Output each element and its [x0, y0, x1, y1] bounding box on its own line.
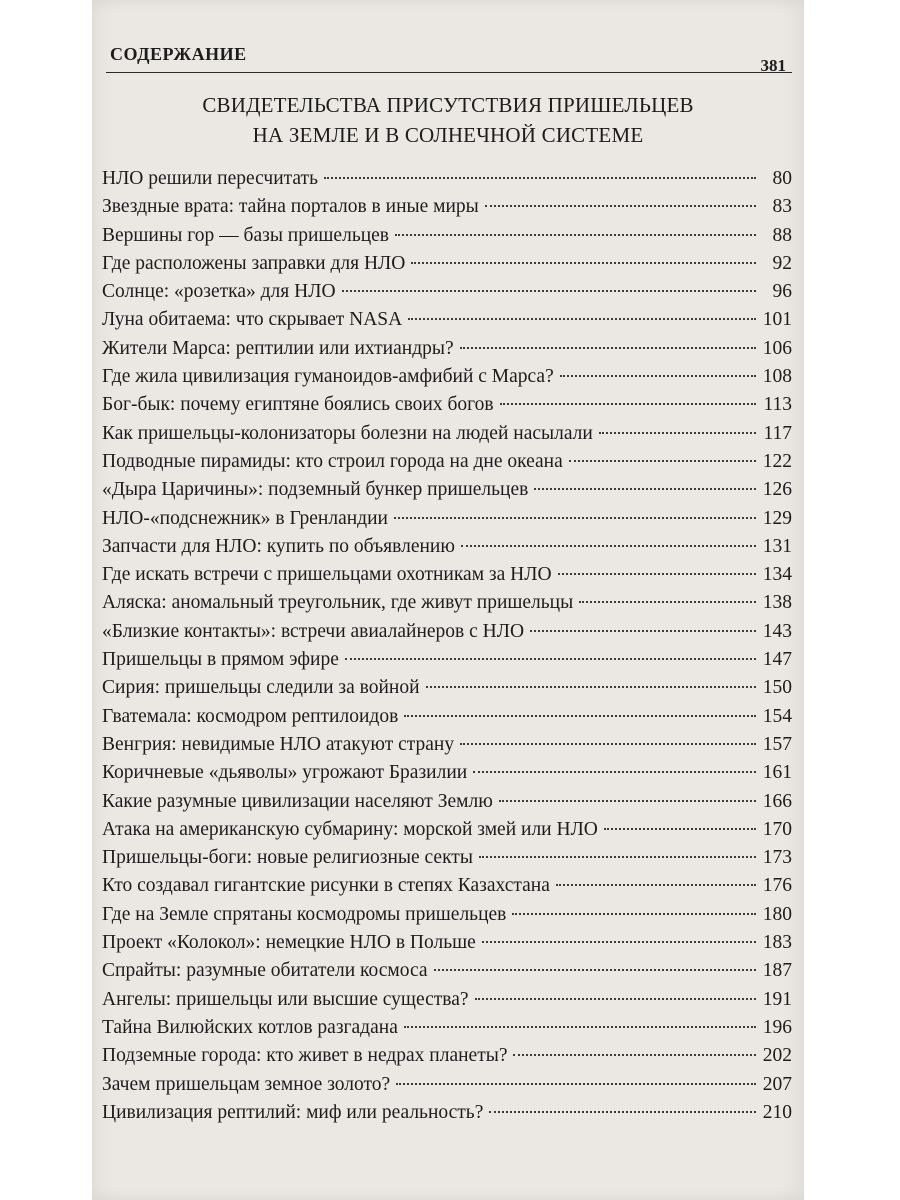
dot-leader	[560, 375, 756, 377]
toc-entry-page: 173	[762, 847, 792, 869]
toc-entry	[102, 872, 792, 900]
toc-entry	[102, 788, 792, 816]
chapter-title-line-1: СВИДЕТЕЛЬСТВА ПРИСУТСТВИЯ ПРИШЕЛЬЦЕВ	[202, 93, 694, 117]
toc-entry	[102, 703, 792, 731]
chapter-title	[92, 90, 804, 150]
toc-entry-title: Проект «Колокол»: немецкие НЛО в Польше	[102, 932, 476, 954]
toc-entry	[102, 1014, 792, 1042]
toc-entry-title: Сирия: пришельцы следили за войной	[102, 677, 420, 699]
toc-entry-title: Звездные врата: тайна порталов в иные миры	[102, 196, 479, 218]
toc-entry	[102, 165, 792, 193]
toc-entry-title: НЛО-«подснежник» в Гренландии	[102, 507, 388, 529]
dot-leader	[475, 998, 756, 1000]
toc-entry-title: Бог-бык: почему египтяне боялись своих богов	[102, 394, 494, 416]
toc-entry-page: 180	[762, 903, 792, 925]
toc-entry-page: 176	[762, 875, 792, 897]
toc-entry-page: 170	[762, 818, 792, 840]
dot-leader	[345, 658, 756, 660]
toc-entry	[102, 957, 792, 985]
toc-entry	[102, 278, 792, 306]
dot-leader	[482, 941, 756, 943]
dot-leader	[460, 347, 756, 349]
toc-entry-title: Зачем пришельцам земное золото?	[102, 1073, 391, 1095]
dot-leader	[473, 771, 756, 773]
toc-entry-page: 88	[772, 224, 792, 246]
dot-leader	[599, 432, 756, 434]
toc-entry-title: Солнце: «розетка» для НЛО	[102, 281, 336, 303]
toc-entry	[102, 646, 792, 674]
dot-leader	[500, 403, 756, 405]
toc-entry-title: Гватемала: космодром рептилоидов	[102, 705, 399, 727]
dot-leader	[408, 318, 756, 320]
toc-entry	[102, 759, 792, 787]
dot-leader	[395, 234, 756, 236]
toc-entry-title: Жители Марса: рептилии или ихтиандры?	[102, 337, 454, 359]
toc-entry-page: 161	[762, 762, 792, 784]
page-number: 381	[760, 56, 786, 75]
dot-leader	[569, 460, 756, 462]
toc-entry-page: 106	[762, 337, 792, 359]
dot-leader	[324, 177, 756, 179]
toc-entry	[102, 929, 792, 957]
toc-entry	[102, 589, 792, 617]
dot-leader	[534, 488, 756, 490]
toc-entry-page: 150	[762, 677, 792, 699]
toc-entry-title: Пришельцы в прямом эфире	[102, 649, 339, 671]
toc-entry-title: Вершины гор — базы пришельцев	[102, 224, 390, 246]
toc-entry-page: 202	[762, 1045, 792, 1067]
toc-entry-page: 83	[772, 196, 792, 218]
toc-entry	[102, 986, 792, 1014]
toc-entry	[102, 476, 792, 504]
toc-entry	[102, 505, 792, 533]
toc-entry-page: 191	[762, 988, 792, 1010]
dot-leader	[556, 884, 756, 886]
toc-entry-page: 101	[762, 309, 792, 331]
toc-entry-page: 122	[762, 450, 792, 472]
toc-entry	[102, 222, 792, 250]
dot-leader	[460, 743, 756, 745]
toc-entry	[102, 306, 792, 334]
toc-entry	[102, 816, 792, 844]
toc-entry-page: 108	[762, 366, 792, 388]
toc-entry	[102, 1042, 792, 1070]
dot-leader	[396, 1083, 756, 1085]
toc-entry-page: 143	[762, 620, 792, 642]
dot-leader	[479, 856, 756, 858]
toc-entry-title: Где расположены заправки для НЛО	[102, 252, 406, 274]
toc-entry	[102, 901, 792, 929]
toc-entry	[102, 674, 792, 702]
toc-entry	[102, 420, 792, 448]
toc-entry-title: Пришельцы-боги: новые религиозные секты	[102, 847, 473, 869]
dot-leader	[342, 290, 756, 292]
dot-leader	[461, 545, 756, 547]
toc-entry-title: Аляска: аномальный треугольник, где живут пришельцы	[102, 592, 574, 614]
toc-entry-title: Ангелы: пришельцы или высшие существа?	[102, 988, 469, 1010]
toc-entry-title: «Близкие контакты»: встречи авиалайнеров с НЛО	[102, 620, 525, 642]
dot-leader	[411, 262, 756, 264]
dot-leader	[394, 517, 756, 519]
toc-entry	[102, 533, 792, 561]
dot-leader	[579, 601, 756, 603]
toc-entry-page: 134	[762, 564, 792, 586]
toc-entry	[102, 448, 792, 476]
toc-entry-page: 80	[772, 168, 792, 189]
table-of-contents	[102, 165, 792, 1127]
toc-entry-page: 129	[762, 507, 792, 529]
toc-entry	[102, 250, 792, 278]
toc-entry-title: Подводные пирамиды: кто строил города на дне океана	[102, 450, 563, 472]
toc-entry-page: 207	[762, 1073, 792, 1095]
toc-entry	[102, 363, 792, 391]
dot-leader	[513, 1054, 756, 1056]
toc-entry	[102, 1099, 792, 1127]
toc-entry-title: Кто создавал гигантские рисунки в степях Казахстана	[102, 875, 550, 897]
toc-entry-page: 187	[762, 960, 792, 982]
toc-entry	[102, 1071, 792, 1099]
toc-entry-page: 154	[762, 705, 792, 727]
toc-entry-title: Где искать встречи с пришельцами охотникам за НЛО	[102, 564, 552, 586]
toc-entry-title: Тайна Вилюйских котлов разгадана	[102, 1016, 398, 1038]
toc-entry	[102, 844, 792, 872]
toc-entry	[102, 391, 792, 419]
dot-leader	[530, 630, 756, 632]
toc-entry-page: 131	[762, 535, 792, 557]
toc-entry-page: 166	[762, 790, 792, 812]
toc-entry-title: Какие разумные цивилизации населяют Землю	[102, 790, 493, 812]
toc-entry-page: 96	[772, 281, 792, 303]
dot-leader	[604, 828, 756, 830]
toc-entry-title: Где жила цивилизация гуманоидов-амфибий с Марса?	[102, 366, 554, 388]
toc-entry-page: 147	[762, 649, 792, 671]
toc-entry	[102, 731, 792, 759]
dot-leader	[489, 1111, 756, 1113]
toc-entry-title: Цивилизация рептилий: миф или реальность?	[102, 1101, 484, 1123]
toc-entry	[102, 561, 792, 589]
toc-entry-page: 117	[763, 422, 792, 444]
toc-entry-title: Как пришельцы-колонизаторы болезни на людей насылали	[102, 422, 593, 444]
dot-leader	[512, 913, 756, 915]
chapter-title-line-2: НА ЗЕМЛЕ И В СОЛНЕЧНОЙ СИСТЕМЕ	[252, 123, 644, 147]
dot-leader	[499, 800, 756, 802]
dot-leader	[404, 715, 756, 717]
dot-leader	[558, 573, 756, 575]
toc-entry-title: Где на Земле спрятаны космодромы пришельцев	[102, 903, 507, 925]
section-title: СОДЕРЖАНИЕ	[110, 44, 247, 64]
toc-entry	[102, 618, 792, 646]
toc-entry-page: 138	[762, 592, 792, 614]
toc-entry-title: Атака на американскую субмарину: морской змей или НЛО	[102, 818, 598, 840]
dot-leader	[485, 205, 756, 207]
toc-entry-page: 92	[772, 252, 792, 274]
toc-entry	[102, 193, 792, 221]
toc-entry-page: 196	[762, 1016, 792, 1038]
book-page	[92, 0, 804, 1200]
toc-entry-page: 126	[762, 479, 792, 501]
toc-entry-title: Луна обитаема: что скрывает NASA	[102, 309, 403, 331]
dot-leader	[434, 969, 756, 971]
toc-entry-title: «Дыра Царичины»: подземный бункер пришельцев	[102, 479, 529, 501]
dot-leader	[404, 1026, 756, 1028]
dot-leader	[426, 686, 756, 688]
toc-entry-page: 183	[762, 932, 792, 954]
toc-entry-title: НЛО решили пересчитать	[102, 168, 318, 189]
toc-entry-page: 113	[763, 394, 792, 416]
running-header	[106, 44, 792, 73]
toc-entry-title: Подземные города: кто живет в недрах планеты?	[102, 1045, 508, 1067]
toc-entry-title: Коричневые «дьяволы» угрожают Бразилии	[102, 762, 468, 784]
toc-entry-title: Венгрия: невидимые НЛО атакуют страну	[102, 733, 455, 755]
toc-entry-page: 157	[762, 733, 792, 755]
toc-entry-title: Спрайты: разумные обитатели космоса	[102, 960, 428, 982]
toc-entry-title: Запчасти для НЛО: купить по объявлению	[102, 535, 455, 557]
toc-entry-page: 210	[762, 1101, 792, 1123]
toc-entry	[102, 335, 792, 363]
